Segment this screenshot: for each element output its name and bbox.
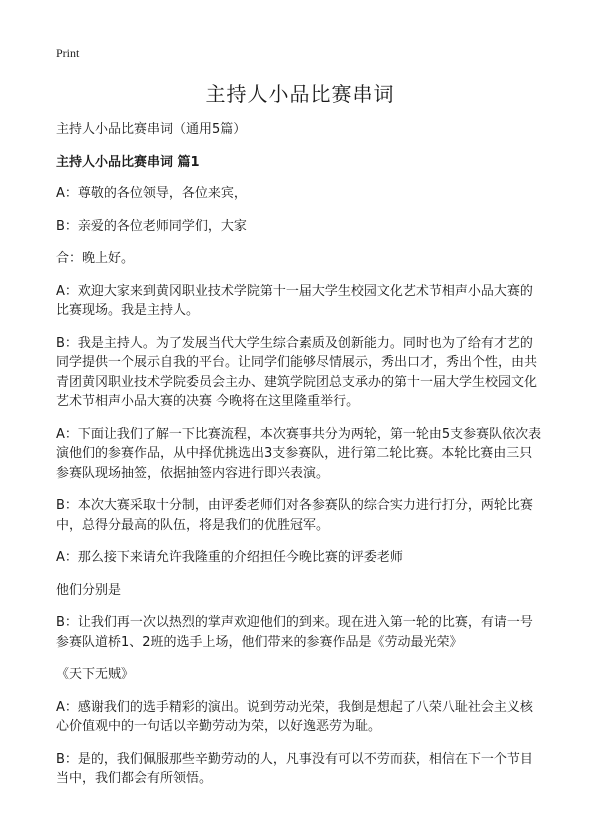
paragraph: B：亲爱的各位老师同学们，大家 [56,218,247,234]
paragraph: B：本次大赛采取十分制，由评委老师们对各参赛队的综合实力进行打分，两轮比赛中，总得分最高的队伍，将是我们的优胜冠军。 [56,498,533,533]
document-subtitle: 主持人小品比赛串词（通用5篇） [56,122,247,137]
paragraph: B：我是主持人。为了发展当代大学生综合素质及创新能力。同时也为了给有才艺的同学提供一个展示自我的平台。让同学们能够尽情展示，秀出口才，秀出个性，由共青团黄冈职业技术学院委员会主办、建筑学院团总支承办的第十一届大学生校园文化艺术节相声小品大赛的决赛 今晚将在这里隆重举行。 [56,335,538,409]
paragraph: A：尊敬的各位领导，各位来宾， [56,186,247,201]
print-link[interactable]: Print [56,46,80,60]
paragraph: B：让我们再一次以热烈的掌声欢迎他们的到来。现在进入第一轮的比赛，有请一号参赛队道桥1、2班的选手上场，他们带来的参赛作品是《劳动最光荣》 [56,615,533,650]
paragraph: A：下面让我们了解一下比赛流程，本次赛事共分为两轮，第一轮由5支参赛队依次表演他们的参赛作品，从中择优挑选出3支参赛队，进行第二轮比赛。本轮比赛由三只参赛队现场抽签，依据抽签内容进行即兴表演。 [56,426,542,481]
paragraph: B：是的，我们佩服那些辛勤劳动的人，凡事没有可以不劳而获，相信在下一个节目当中，我们都会有所领悟。 [56,751,533,786]
document-body [56,120,544,802]
document-title: 主持人小品比赛串词 [205,82,395,106]
paragraph: A：那么接下来请允许我隆重的介绍担任今晚比赛的评委老师 [56,550,403,565]
paragraph: A：欢迎大家来到黄冈职业技术学院第十一届大学生校园文化艺术节相声小品大赛的比赛现场。我是主持人。 [56,283,533,318]
paragraph: A：感谢我们的选手精彩的演出。说到劳动光荣，我倒是想起了八荣八耻社会主义核心价值观中的一句话以辛勤劳动为荣，以好逸恶劳为耻。 [56,699,533,734]
section-heading: 主持人小品比赛串词 篇1 [56,155,200,170]
paragraph: 《天下无贼》 [56,667,135,682]
paragraph: 他们分别是 [56,582,122,598]
paragraph: 合：晚上好。 [56,251,135,266]
